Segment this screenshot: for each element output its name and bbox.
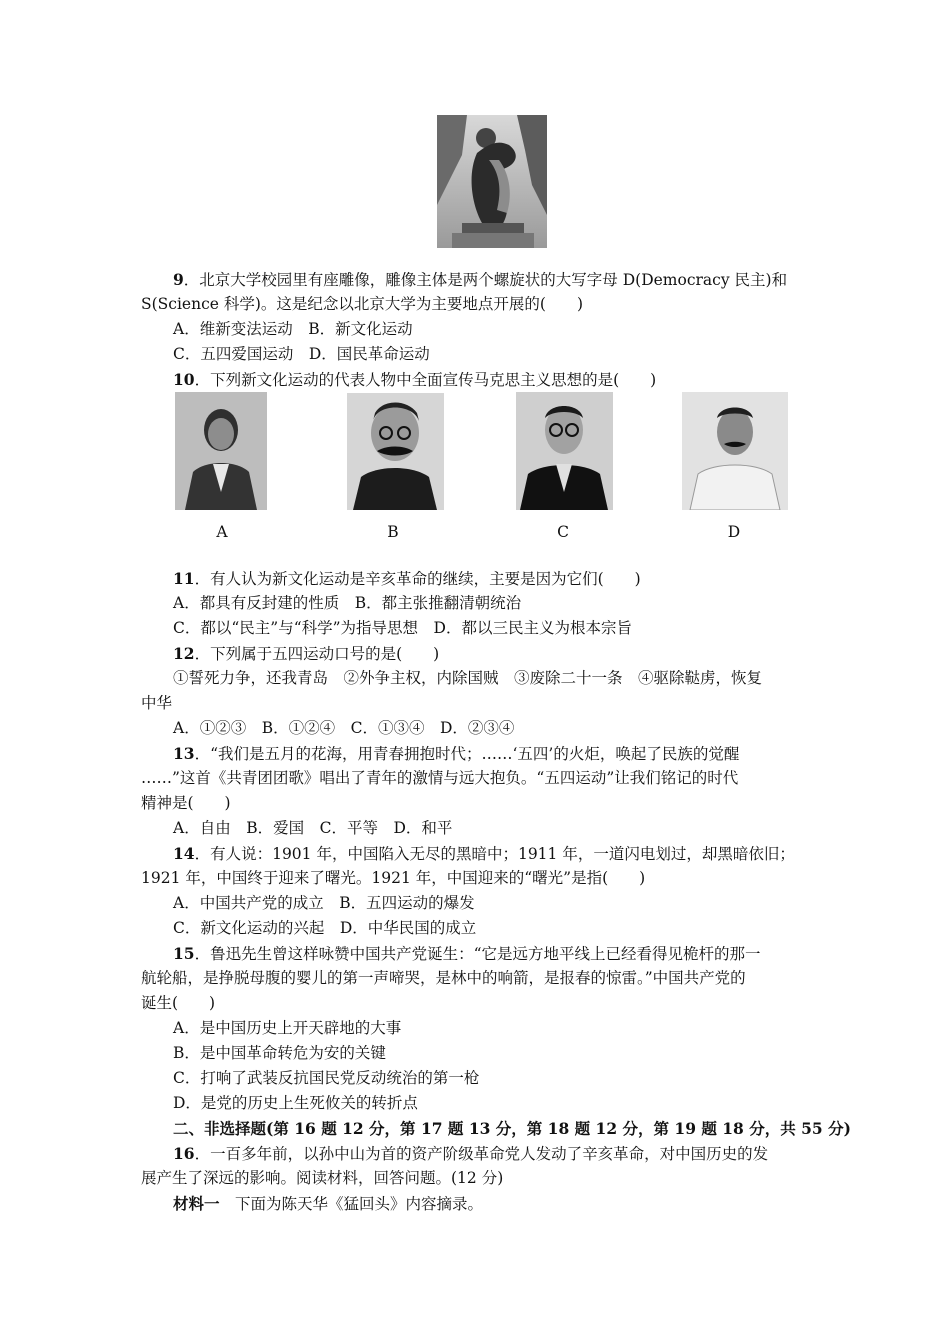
q10-line1: 10．下列新文化运动的代表人物中全面宣传马克思主义思想的是( ) <box>173 370 657 389</box>
q15-line2: 航轮船，是挣脱母腹的婴儿的第一声啼哭，是林中的响箭，是报春的惊雷。”中国共产党的 <box>141 969 746 987</box>
material-label: 材料一 <box>173 1194 220 1213</box>
q14-options-ab: A．中国共产党的成立 B．五四运动的爆发 <box>173 894 475 912</box>
q14-line2: 1921 年，中国终于迎来了曙光。1921 年，中国迎来的“曙光”是指( ) <box>141 869 646 887</box>
q13-line1: 13．“我们是五月的花海，用青春拥抱时代；……‘五四’的火炬，唤起了民族的觉醒 <box>173 744 740 763</box>
q15-line3: 诞生( ) <box>141 994 216 1012</box>
q11-options-cd: C．都以“民主”与“科学”为指导思想 D．都以三民主义为根本宗旨 <box>173 619 632 637</box>
q12-slogans: ①誓死力争，还我青岛 ②外争主权，内除国贼 ③废除二十一条 ④驱除鞑虏，恢复 <box>173 669 763 687</box>
portrait-caption-d: D <box>727 523 741 541</box>
q11-options-ab: A．都具有反封建的性质 B．都主张推翻清朝统治 <box>173 594 522 612</box>
q12-line1: 12．下列属于五四运动口号的是( ) <box>173 644 440 663</box>
sculpture-photo <box>437 115 547 248</box>
q15-line1: 15．鲁迅先生曾这样咏赞中国共产党诞生：“它是远方地平线上已经看得见桅杆的那一 <box>173 944 761 963</box>
q12-options: A．①②③ B．①②④ C．①③④ D．②③④ <box>173 719 515 737</box>
q12-slogans-cont: 中华 <box>141 694 173 712</box>
portrait-caption-b: B <box>387 523 399 541</box>
q9-line2: S(Science 科学)。这是纪念以北京大学为主要地点开展的( ) <box>141 295 584 313</box>
q9-options-cd: C．五四爱国运动 D．国民革命运动 <box>173 345 430 363</box>
q15-option-d: D．是党的历史上生死攸关的转折点 <box>173 1094 418 1112</box>
q16-material: 材料一 下面为陈天华《猛回头》内容摘录。 <box>173 1194 484 1213</box>
q9-line1: 9．北京大学校园里有座雕像，雕像主体是两个螺旋状的大写字母 D(Democracy 民主)和 <box>173 270 788 289</box>
q13-line2: ……”这首《共青团团歌》唱出了青年的激情与远大抱负。“五四运动”让我们铭记的时代 <box>141 769 739 787</box>
portrait-c-photo <box>516 392 613 510</box>
portrait-caption-c: C <box>557 523 569 541</box>
portrait-caption-a: A <box>216 523 228 541</box>
portrait-d-photo <box>682 392 788 510</box>
q11-line1: 11．有人认为新文化运动是辛亥革命的继续，主要是因为它们( ) <box>173 569 641 588</box>
q13-line3: 精神是( ) <box>141 794 231 812</box>
q15-option-b: B．是中国革命转危为安的关键 <box>173 1044 386 1062</box>
section2-heading: 二、非选择题(第 16 题 12 分，第 17 题 13 分，第 18 题 12 分，第 19 题 18 分，共 55 分) <box>173 1119 851 1138</box>
q16-line1: 16．一百多年前，以孙中山为首的资产阶级革命党人发动了辛亥革命，对中国历史的发 <box>173 1144 769 1163</box>
portrait-a-photo <box>175 392 267 510</box>
q15-option-a: A．是中国历史上开天辟地的大事 <box>173 1019 402 1037</box>
q15-option-c: C．打响了武装反抗国民党反动统治的第一枪 <box>173 1069 480 1087</box>
q16-line2: 展产生了深远的影响。阅读材料，回答问题。(12 分) <box>141 1169 504 1187</box>
q14-line1: 14．有人说：1901 年，中国陷入无尽的黑暗中；1911 年，一道闪电划过，却黑暗依旧； <box>173 844 795 863</box>
q9-options-ab: A．维新变法运动 B．新文化运动 <box>173 320 413 338</box>
q14-options-cd: C．新文化运动的兴起 D．中华民国的成立 <box>173 919 477 937</box>
q13-options: A．自由 B．爱国 C．平等 D．和平 <box>173 819 453 837</box>
portrait-b-photo <box>347 393 444 510</box>
